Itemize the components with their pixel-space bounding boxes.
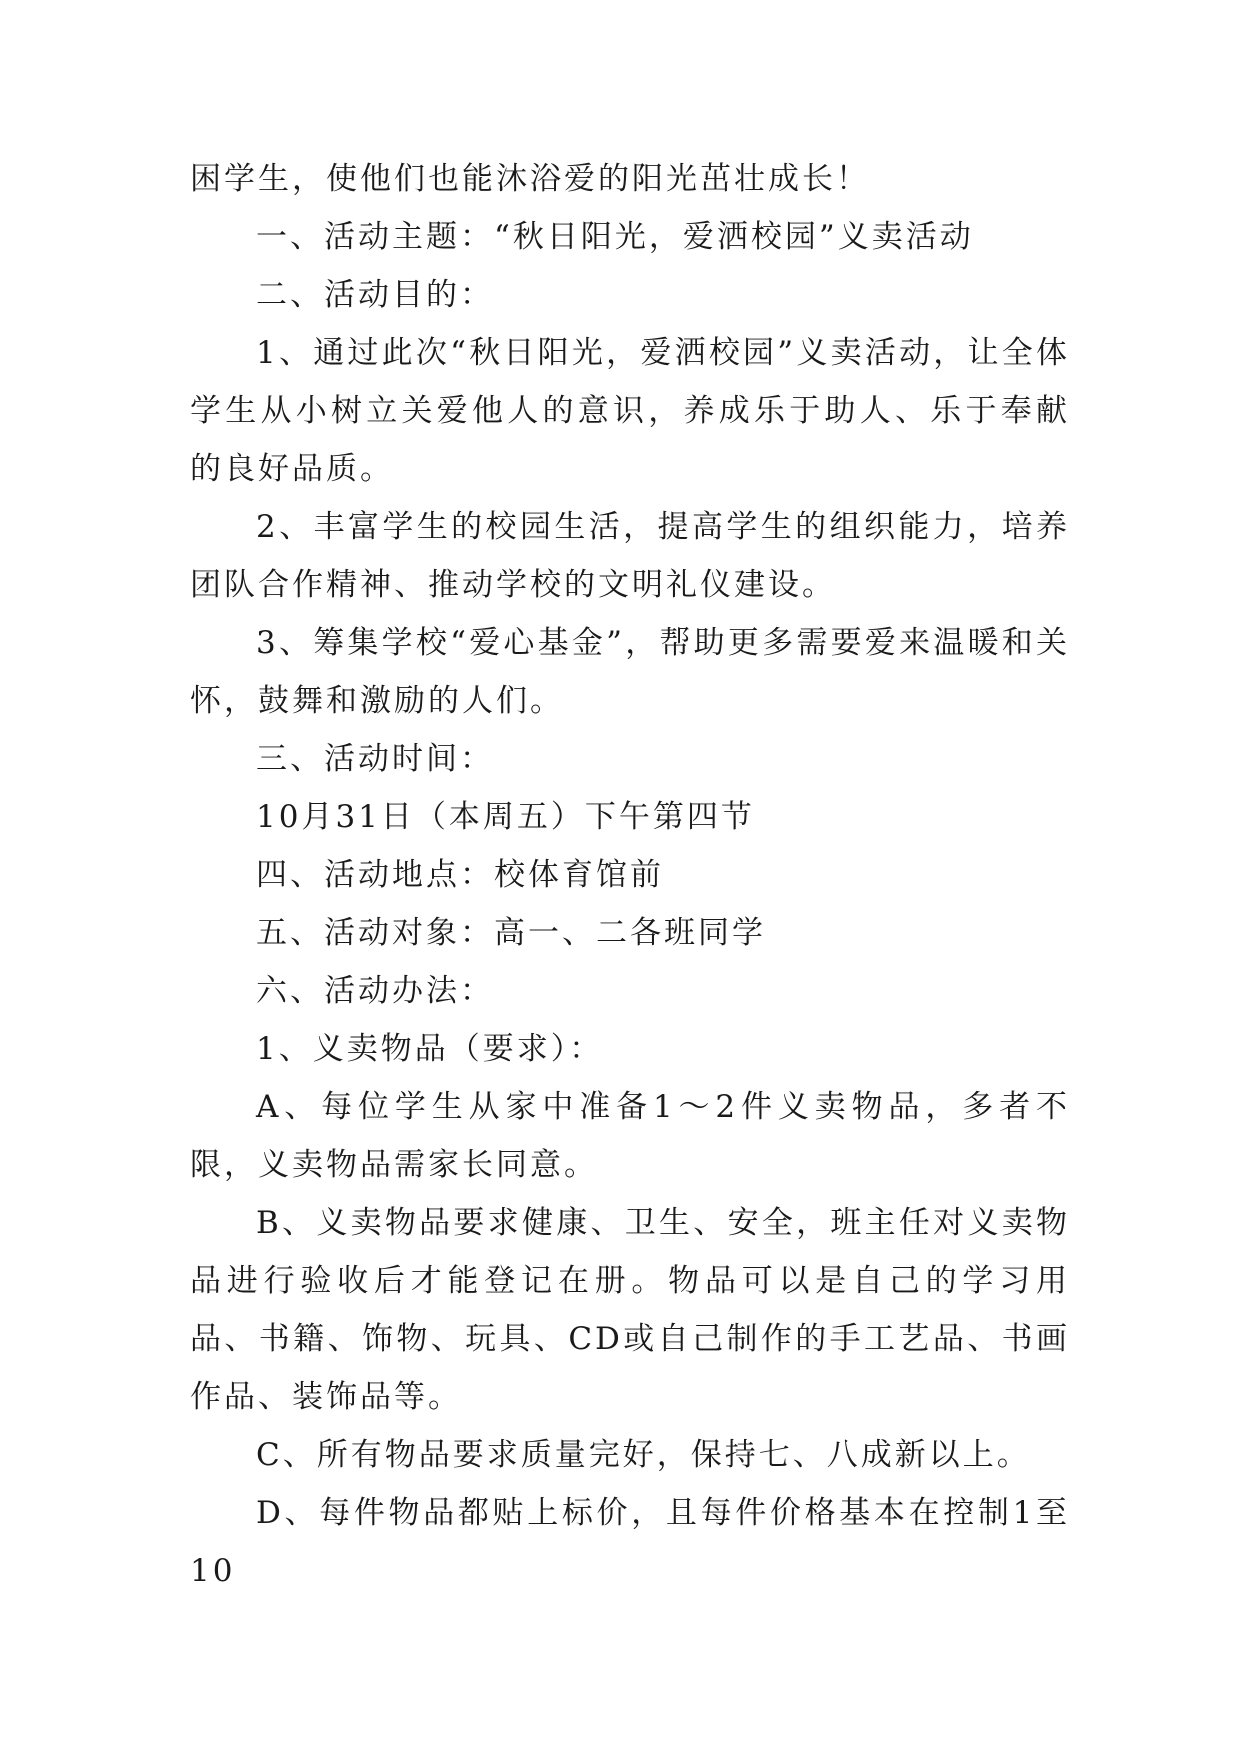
heading-time: 三、活动时间：: [256, 741, 494, 777]
paragraph: 3、筹集学校“爱心基金”，帮助更多需要爱来温暖和关怀，鼓舞和激励的人们。: [190, 625, 1070, 719]
paragraph: 1、义卖物品（要求）：: [256, 1031, 604, 1067]
heading-location: 四、活动地点：校体育馆前: [256, 857, 664, 893]
heading-theme: 一、活动主题：“秋日阳光，爱洒校园”义卖活动: [256, 219, 974, 255]
paragraph: 困学生，使他们也能沐浴爱的阳光茁壮成长！: [190, 161, 870, 197]
paragraph: 10月31日（本周五）下午第四节: [256, 799, 755, 835]
document-body: [190, 150, 1070, 1600]
paragraph: C、所有物品要求质量完好，保持七、八成新以上。: [256, 1437, 1031, 1473]
heading-purpose: 二、活动目的：: [256, 277, 494, 313]
paragraph: 1、通过此次“秋日阳光，爱洒校园”义卖活动，让全体学生从小树立关爱他人的意识，养成乐于助人、乐于奉献的良好品质。: [190, 335, 1070, 487]
heading-participants: 五、活动对象：高一、二各班同学: [256, 915, 766, 951]
heading-method: 六、活动办法：: [256, 973, 494, 1009]
paragraph: B、义卖物品要求健康、卫生、安全，班主任对义卖物品进行验收后才能登记在册。物品可以是自己的学习用品、书籍、饰物、玩具、CD或自己制作的手工艺品、书画作品、装饰品等。: [190, 1205, 1070, 1415]
paragraph: 2、丰富学生的校园生活，提高学生的组织能力，培养团队合作精神、推动学校的文明礼仪建设。: [190, 509, 1070, 603]
paragraph: A、每位学生从家中准备1～2件义卖物品，多者不限，义卖物品需家长同意。: [190, 1089, 1070, 1183]
paragraph: D、每件物品都贴上标价，且每件价格基本在控制1至10: [190, 1495, 1070, 1589]
